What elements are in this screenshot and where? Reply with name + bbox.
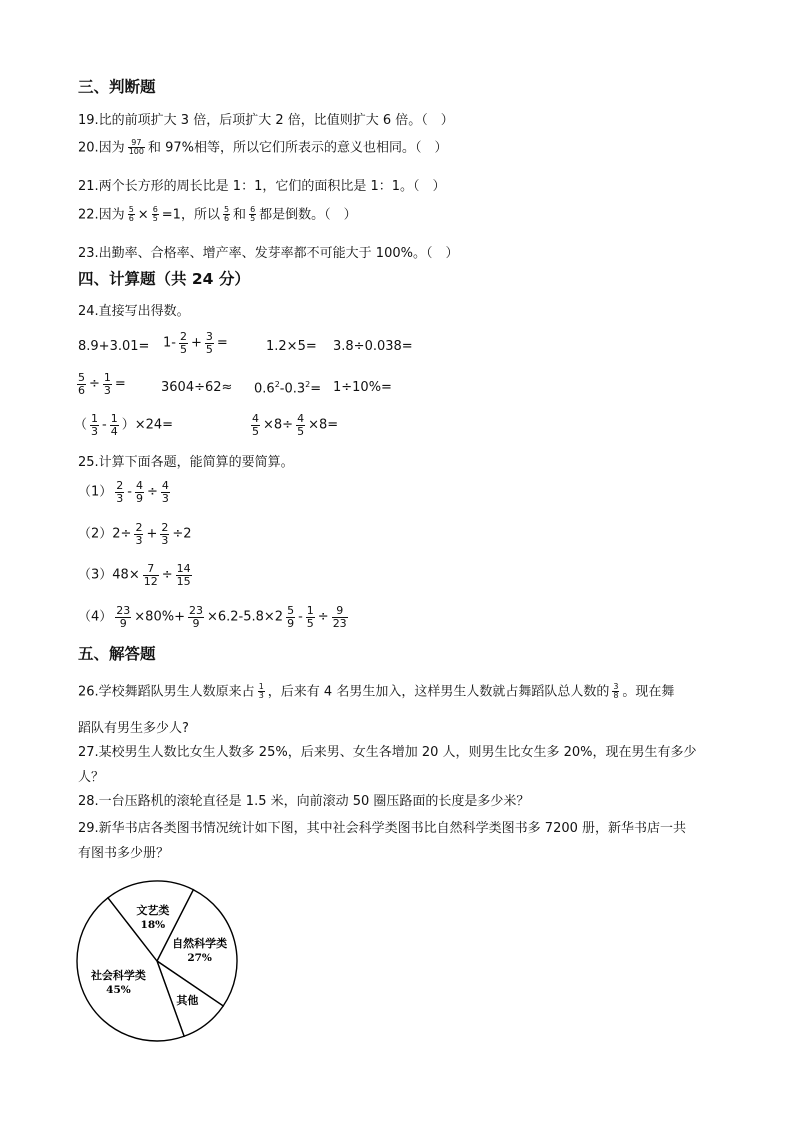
question-27-line1: 27.某校男生人数比女生人数多 25%，后来男、女生各增加 20 人，则男生比女生多 20%，现在男生有多少 <box>78 745 697 760</box>
question-24-title: 24.直接写出得数。 <box>78 304 190 319</box>
expr-24-8: 1÷10%= <box>333 380 392 395</box>
expr-24-4: 3.8÷0.038= <box>333 339 413 354</box>
expr-24-1: 8.9+3.01= <box>78 339 150 354</box>
pie-label-other: 其他 <box>176 994 199 1008</box>
problem-25-3: （3）48× $\frac{7}{12}$ ÷ $\frac{14}{15}$ <box>78 562 191 588</box>
question-29-line2: 有图书多少册？ <box>78 846 170 861</box>
expr-24-10: $\frac{4}{5}$ ×8÷ $\frac{4}{5}$ ×8= <box>252 412 339 438</box>
expr-24-5: $\frac{5}{6}$ ÷ $\frac{1}{3}$ = <box>78 371 126 397</box>
question-25-title: 25.计算下面各题，能简算的要简算。 <box>78 455 294 470</box>
question-21: 21.两个长方形的周长比是 1：1，它们的面积比是 1：1。（ ） <box>78 179 446 194</box>
expr-24-7: $0.6^2-0.3^2=$ <box>254 380 322 397</box>
pie-value-natural-science: 27% <box>187 952 212 965</box>
section-solve-title: 五、解答题 <box>78 645 156 663</box>
question-20: 20.因为 $\frac{97}{100}$ 和 97%相等，所以它们所表示的意义也相同。（ ） <box>78 138 448 157</box>
pie-label-natural-science: 自然科学类 <box>172 937 228 951</box>
pie-label-social-science: 社会科学类 <box>90 969 146 983</box>
book-category-pie-chart <box>67 872 247 1052</box>
pie-label-literature: 文艺类 <box>136 904 170 918</box>
expr-24-9: （ $\frac{1}{3}$ - $\frac{1}{4}$ ）×24= <box>74 412 174 438</box>
question-26-line1: 26.学校舞蹈队男生人数原来占 $\frac{1}{3}$ ，后来有 4 名男生加入，这样男生人数就占舞蹈队总人数的 $\frac{3}{8}$ 。现在舞 <box>78 682 675 701</box>
problem-25-4: （4） $\frac{23}{9}$ ×80%+ $\frac{23}{9}$ ×6.2-5.8×2 $\frac{5}{9}$ - $\frac{1}{5}$ ÷ $\frac{9}{23}$ <box>78 604 347 630</box>
question-27-line2: 人？ <box>78 770 105 785</box>
pie-value-social-science: 45% <box>106 984 131 997</box>
section-calc-title: 四、计算题（共 24 分） <box>78 270 250 288</box>
question-26-line2: 蹈队有男生多少人? <box>78 721 189 736</box>
question-19: 19.比的前项扩大 3 倍，后项扩大 2 倍，比值则扩大 6 倍。（ ） <box>78 113 454 128</box>
question-22: 22.因为 $\frac{5}{6}$ × $\frac{6}{5}$ =1，所以 $\frac{5}{6}$ 和 $\frac{6}{5}$ 都是倒数。（ ） <box>78 205 357 224</box>
section-judge-title: 三、判断题 <box>78 78 156 96</box>
expr-24-3: 1.2×5= <box>266 339 317 354</box>
question-23: 23.出勤率、合格率、增产率、发芽率都不可能大于 100%。（ ） <box>78 246 459 261</box>
question-28: 28.一台压路机的滚轮直径是 1.5 米，向前滚动 50 圈压路面的长度是多少米？ <box>78 794 530 809</box>
expr-24-2: 1- $\frac{2}{5}$ + $\frac{3}{5}$ = <box>163 330 228 356</box>
problem-25-2: （2）2÷ $\frac{2}{3}$ + $\frac{2}{3}$ ÷2 <box>78 521 192 547</box>
pie-value-literature: 18% <box>140 919 166 932</box>
expr-24-6: 3604÷62≈ <box>161 380 233 395</box>
question-29-line1: 29.新华书店各类图书情况统计如下图，其中社会科学类图书比自然科学类图书多 7200 册，新华书店一共 <box>78 821 687 836</box>
problem-25-1: （1） $\frac{2}{3}$ - $\frac{4}{9}$ ÷ $\frac{4}{3}$ <box>78 479 169 505</box>
